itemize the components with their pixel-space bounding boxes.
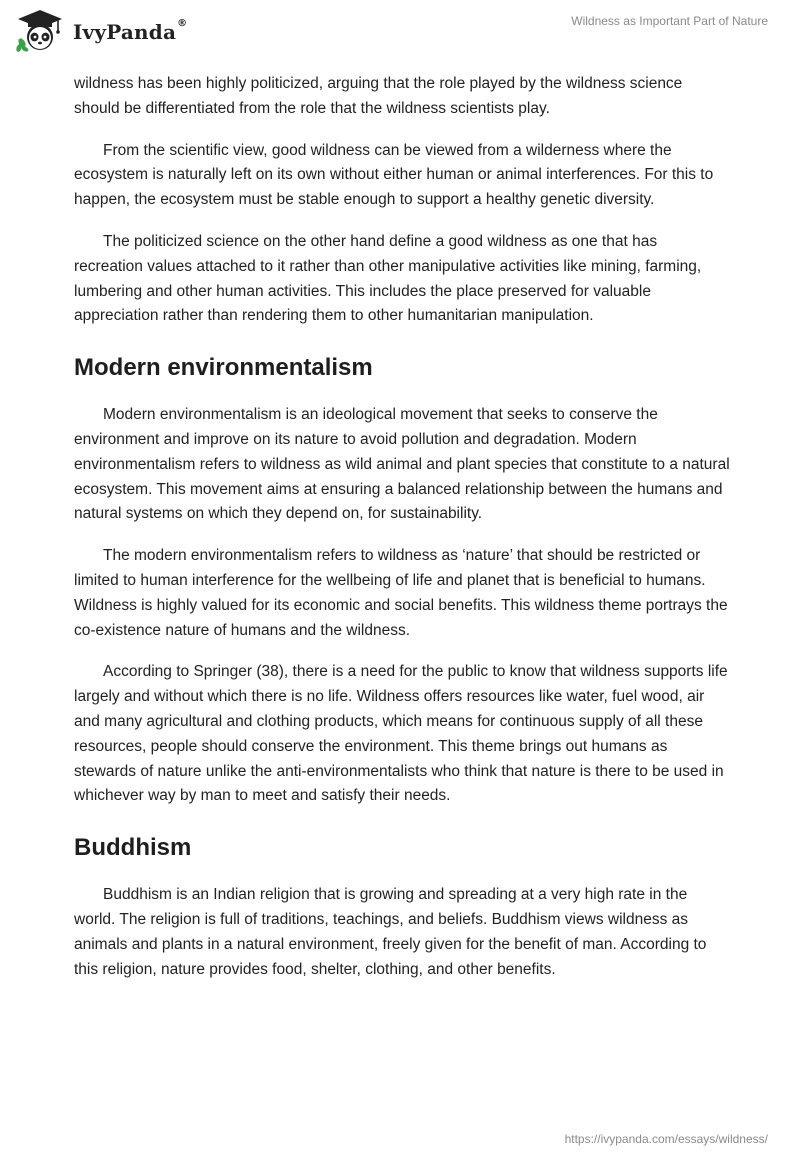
paragraph: The politicized science on the other hand define a good wildness as one that has recreation values attached to it rather than other manipulative activities like mining, farming, lumbering and other human activities. This includes the place preserved for valuable appreciation rather than rendering them to other humanitarian manipulation. [74, 232, 702, 325]
essay-content [74, 70, 730, 999]
document-title: Wildness as Important Part of Nature [571, 14, 768, 28]
paragraph: According to Springer (38), there is a need for the public to know that wildness supports life largely and without which there is no life. Wildness offers resources like water, fuel wood, air and many agricultural and clothing products, which means for continuous supply of all these resources, people should conserve the environment. This theme brings out humans as stewards of nature unlike the anti-environmentalists who think that nature is there to be used in whichever way by man to meet and satisfy their needs. [74, 663, 728, 805]
paragraph: From the scientific view, good wildness can be viewed from a wilderness where the ecosystem is naturally left on its own without either human or animal interferences. For this to happen, the ecosystem must be stable enough to support a healthy genetic diversity. [74, 141, 714, 209]
ivypanda-panda-logo-icon [14, 8, 66, 52]
logo-text: IvyPanda® [73, 18, 188, 44]
section-heading-modern-environmentalism: Modern environmentalism [74, 354, 373, 382]
section-heading-buddhism: Buddhism [74, 834, 192, 862]
paragraph: Buddhism is an Indian religion that is growing and spreading at a very high rate in the world. The religion is full of traditions, teachings, and beliefs. Buddhism views wildness as animals and plants in a natural environment, freely given for the benefit of man. According to this religion, nature provides food, shelter, clothing, and other benefits. [74, 886, 707, 978]
paragraph: The modern environmentalism refers to wildness as ‘nature’ that should be restricted or limited to human interference for the wellbeing of life and planet that is beneficial to humans. Wildness is highly valued for its economic and social benefits. This wildness theme portrays the co-existence nature of humans and the wildness. [74, 547, 728, 639]
page-header [0, 0, 800, 66]
ivypanda-logo[interactable] [14, 8, 187, 52]
registered-mark: ® [177, 18, 188, 29]
paragraph: wildness has been highly politicized, arguing that the role played by the wildness science should be differentiated from the role that the wildness scientists play. [74, 75, 683, 117]
source-url[interactable]: https://ivypanda.com/essays/wildness/ [564, 1132, 768, 1146]
paragraph: Modern environmentalism is an ideological movement that seeks to conserve the environment and improve on its nature to avoid pollution and degradation. Modern environmentalism refers to wildness as wild animal and plant species that constitute to a natural ecosystem. This movement aims at ensuring a balanced relationship between the humans and natural systems on which they depend on, for sustainability. [74, 406, 730, 523]
